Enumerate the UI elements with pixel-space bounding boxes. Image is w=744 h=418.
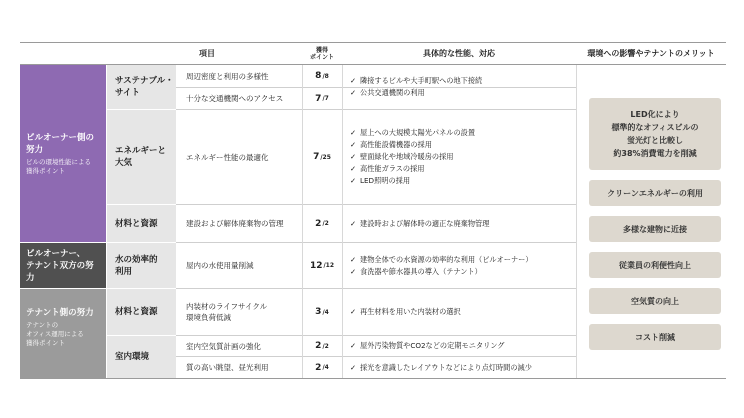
- category-line: 水の効率的: [115, 254, 158, 265]
- feature-row: [350, 254, 576, 266]
- feature-text: 再生材料を用いた内装材の選択: [360, 307, 461, 316]
- col-divider: [576, 65, 577, 378]
- merit-cost-reduction: コスト削減: [589, 324, 721, 350]
- category-water: [107, 243, 176, 288]
- merit-led: [589, 98, 721, 170]
- check-icon: ✓: [350, 362, 357, 372]
- features-interior: [342, 289, 576, 335]
- group-owner-title-line2: 努力: [26, 144, 44, 155]
- check-icon: ✓: [350, 307, 357, 316]
- category-line: 大気: [115, 158, 133, 168]
- features-water: [342, 243, 576, 288]
- points-max: /2: [322, 342, 329, 350]
- group-tenant: [20, 289, 106, 378]
- header-merits: 環境への影響やテナントのメリット: [587, 49, 715, 58]
- group-both-title-line1: ビルオーナー、: [26, 248, 86, 259]
- header-features: 具体的な性能、対応: [423, 49, 495, 58]
- feature-text: 採光を意識したレイアウトなどにより点灯時間の減少: [360, 362, 532, 372]
- group-owner-title-line1: ビルオーナー側の: [26, 132, 95, 143]
- points-density: [302, 65, 342, 87]
- item-water-reduction: 屋内の水使用量削減: [186, 261, 254, 270]
- merit-led-line1: LED化により: [630, 110, 680, 119]
- group-tenant-subtitle: [26, 321, 100, 348]
- feature-row: [350, 163, 576, 175]
- header-points-line2: ポイント: [309, 54, 334, 61]
- feature-row: [350, 218, 576, 230]
- header-points: [302, 44, 342, 64]
- merit-convenience: 従業員の利便性向上: [589, 252, 721, 278]
- feature-row: [350, 266, 576, 278]
- points-energy: [302, 110, 342, 204]
- points-max: /25: [320, 153, 331, 161]
- check-icon: ✓: [350, 88, 357, 97]
- points-value: 3: [315, 307, 322, 317]
- feature-text: 屋外汚染物質やCO2などの定期モニタリング: [360, 341, 505, 350]
- category-line: 利用: [115, 266, 133, 277]
- points-interior: [302, 289, 342, 335]
- check-icon: ✓: [350, 164, 357, 173]
- points-max: /8: [322, 72, 329, 80]
- item-interior-lifecycle: [176, 289, 302, 335]
- header-item: 項目: [199, 49, 215, 58]
- check-icon: ✓: [350, 176, 357, 185]
- item-line: 環境負荷低減: [186, 313, 231, 322]
- points-max: /12: [323, 262, 335, 269]
- feature-text: 壁面緑化や地域冷暖房の採用: [360, 152, 454, 161]
- header-points-line1: 獲得: [315, 47, 328, 54]
- category-line: サステナブル・: [115, 76, 174, 86]
- points-air: [302, 336, 342, 356]
- merit-led-line2: 標準的なオフィスビルの: [611, 123, 699, 132]
- points-view: [302, 357, 342, 378]
- merit-nearby-buildings: 多様な建物に近接: [589, 216, 721, 242]
- feature-text: 建物全体での水資源の効率的な利用（ビルオーナー）: [360, 254, 533, 264]
- points-value: 8: [315, 71, 322, 81]
- check-icon: ✓: [350, 140, 357, 149]
- group-tenant-title: テナント側の努力: [26, 308, 94, 318]
- check-icon: ✓: [350, 266, 357, 276]
- feature-row: [350, 87, 576, 99]
- feature-text: 屋上への大規模太陽光パネルの設置: [360, 128, 476, 137]
- points-construction: [302, 205, 342, 242]
- features-site: [342, 65, 576, 109]
- group-owner-sub-line1: ビルの環境性能による: [26, 157, 91, 166]
- merit-air-quality: 空気質の向上: [589, 288, 721, 314]
- feature-text: 建設時および解体時の適正な廃棄物管理: [360, 218, 490, 228]
- merit-led-line4: 約38%消費電力を削減: [613, 149, 697, 158]
- category-materials: 材料と資源: [107, 205, 176, 242]
- group-both: [20, 243, 106, 288]
- points-value: 2: [315, 362, 322, 373]
- check-icon: ✓: [350, 76, 357, 85]
- features-air: [342, 336, 576, 356]
- feature-text: 高性能設備機器の採用: [360, 140, 432, 149]
- category-line: エネルギーと: [115, 146, 167, 156]
- feature-row: [350, 139, 576, 151]
- check-icon: ✓: [350, 128, 357, 137]
- feature-row: [350, 151, 576, 163]
- group-both-title: [26, 248, 100, 284]
- feature-row: [350, 362, 576, 374]
- points-value: 7: [313, 152, 320, 162]
- item-construction-waste: 建設および解体廃棄物の管理: [186, 219, 284, 228]
- feature-row: [350, 340, 576, 352]
- points-max: /2: [322, 220, 329, 227]
- points-value: 12: [309, 260, 323, 271]
- item-energy-performance: エネルギー性能の最適化: [186, 152, 269, 162]
- check-icon: ✓: [350, 218, 357, 228]
- points-value: 7: [315, 93, 322, 104]
- item-transit: 十分な交通機関へのアクセス: [186, 94, 284, 103]
- category-sustainable-site: [107, 65, 176, 109]
- group-owner-sub-line2: 獲得ポイント: [26, 166, 65, 175]
- item-view-daylight: 質の高い眺望、昼光利用: [186, 363, 269, 372]
- category-materials-tenant: 材料と資源: [107, 289, 176, 335]
- item-line: 内装材のライフサイクル: [186, 302, 268, 311]
- points-max: /4: [322, 364, 329, 371]
- category-indoor: 室内環境: [107, 336, 176, 378]
- features-construction: [342, 205, 576, 242]
- item-air-quality: 室内空気質計画の強化: [186, 341, 261, 351]
- points-transit: [302, 88, 342, 109]
- table-bottom-rule: [20, 378, 726, 379]
- features-energy: [342, 110, 576, 204]
- points-water: [302, 243, 342, 288]
- category-energy: [107, 110, 176, 204]
- feature-text: LED照明の採用: [360, 176, 411, 185]
- group-owner: [20, 65, 106, 242]
- group-tenant-sub-line1: テナントの: [26, 321, 59, 329]
- item-density: 周辺密度と利用の多様性: [186, 71, 269, 81]
- feature-text: 高性能ガラスの採用: [360, 164, 425, 173]
- points-value: 2: [315, 218, 322, 229]
- feature-row: [350, 75, 576, 87]
- feature-row: [350, 175, 576, 187]
- check-icon: ✓: [350, 152, 357, 161]
- feature-text: 隣接するビルや大手町駅への地下接続: [360, 76, 483, 85]
- feature-row: [350, 306, 576, 318]
- check-icon: ✓: [350, 341, 357, 350]
- feature-text: 食洗器や節水器具の導入（テナント）: [360, 266, 482, 276]
- group-tenant-sub-line3: 獲得ポイント: [26, 339, 65, 347]
- group-owner-subtitle: [26, 158, 100, 176]
- feature-text: 公共交通機関の利用: [360, 88, 425, 97]
- features-view: [342, 357, 576, 378]
- group-tenant-sub-line2: オフィス運用による: [26, 330, 84, 338]
- points-max: /7: [322, 95, 329, 102]
- merit-clean-energy: クリーンエネルギーの利用: [589, 180, 721, 206]
- table-top-rule: [20, 42, 726, 43]
- feature-row: [350, 127, 576, 139]
- points-value: 2: [315, 341, 322, 351]
- category-line: サイト: [115, 88, 140, 98]
- group-both-title-line2: テナント双方の努力: [26, 260, 94, 283]
- check-icon: ✓: [350, 254, 357, 264]
- merit-led-line3: 蛍光灯と比較し: [627, 136, 683, 145]
- points-max: /4: [322, 308, 329, 316]
- group-owner-title: [26, 132, 100, 156]
